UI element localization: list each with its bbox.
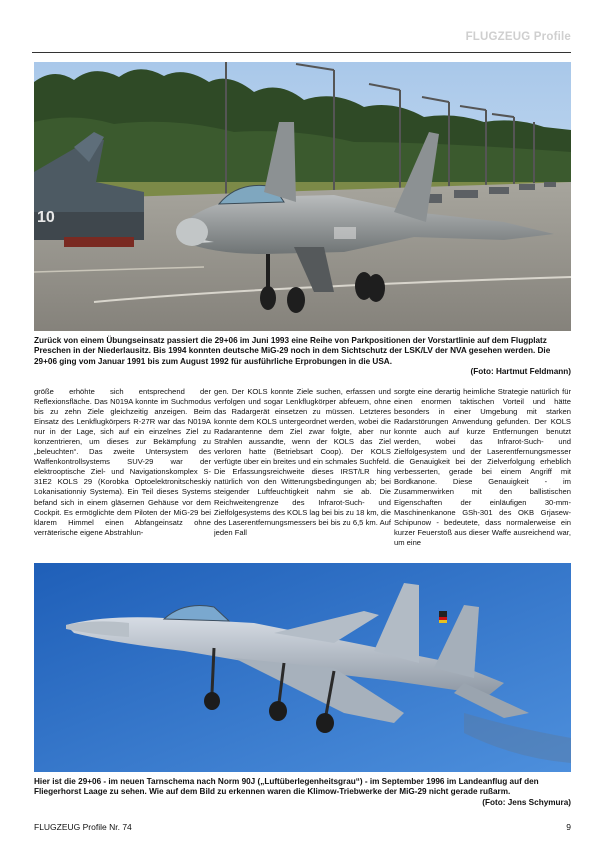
footer-publication: FLUGZEUG Profile Nr. 74 xyxy=(34,822,132,832)
photo-landing-mig29 xyxy=(34,563,571,772)
photo2-caption: Hier ist die 29+06 - im neuen Tarnschema nach Norm 90J („Luftüberlegenheitsgrau“) - im September 1996 im Landeanflug auf den Fliegerhorst Laage zu sehen. Wie auf dem Bild zu erkennen waren die Klimow-Triebwerke der MiG-29 nicht gerade rußarm. xyxy=(34,777,539,797)
photo1-caption-block xyxy=(34,336,571,378)
photo-taxiing-mig29 xyxy=(34,62,571,331)
photo2-credit: (Foto: Jens Schymura) xyxy=(482,797,571,807)
body-column-3-text: sorgte eine derartig heimliche Strategie natürlich für einen enormen taktischen Vorteil und hätte besonders in einer Umgebung mit starken Radarstörungen Anwendung gefunden. Der KOLS konnte auch auf kurze Entfernungen benutzt werden, wobei das Infrarot-Such- und Zielfolgesystem und der Laserentfernungsmesser die Genauigkeit bei der Zielverfolgung erheblich verbesserten, gerade bei einem Angriff mit Bordkanone. Diese Genauigkeit - im Zusammenwirken mit den ballistischen Eigenschaften der einläufigen 30-mm-Maschinenkanone GSh-301 des OKB Grjasew-Schipunow - bedeutete, dass normalerweise ein kurzer Feuerstoß aus dieser Waffe ausreichend war, um eine xyxy=(394,387,571,547)
body-text-columns xyxy=(34,387,571,557)
photo1-credit: (Foto: Hartmut Feldmann) xyxy=(470,367,571,377)
body-column-1-text: größe erhöhte sich entsprechend der Reflexionsfläche. Das N019A konnte im Suchmodus bis zu zehn Ziele gleichzeitig anzeigen. Beim Einsatz des Lenkflugkörpers R-27R war das N019A nur in der Lage, sich auf ein einzelnes Ziel zu konzentrieren, um dieses zur Bekämpfung zu „beleuchten“. Das zweite Untersystem des Waffenkontrollsystems SUV-29 war der elektrooptische Ziel- und Navigationskomplex S-31E2 KOLS 29 (Korobka Optoelektronitscheskiy Lokanisationniy Systema). Ein Teil dieses Systems befand sich in einem gläsernen Gehäuse vor dem Cockpit. Es ermöglichte dem Piloten der MiG-29 bei klarem Himmel einen Abfangeinsatz ohne verräterische eigene Abstrahlun- xyxy=(34,387,211,537)
body-column-2 xyxy=(214,387,391,557)
body-column-2-text: gen. Der KOLS konnte Ziele suchen, erfassen und verfolgen und sogar Lenkflugkörper abfeuern, ohne das Radargerät einsetzen zu müssen. Letzteres konnte dem KOLS untergeordnet werden, wobei die Radarantenne dem Ziel zwar folgte, aber nur Strahlen aussandte, wenn der KOLS das Ziel verloren hatte (Betriebsart Coop). Der KOLS verfügte über ein breites und ein schmales Suchfeld. Die Erfassungsreichweite dieses IRST/LR hing natürlich von den Witterungsbedingungen ab; bei steigender Luftfeuchtigkeit nahm sie ab. Die Reichweitengrenze des Infrarot-Such- und Zielfolgesystems des KOLS lag bei bis zu 18 km, die des Laserentfernungsmessers bei bis zu 6,5 km. Auf jeden Fall xyxy=(214,387,391,537)
header-rule xyxy=(32,52,571,53)
header-brand: FLUGZEUG Profile xyxy=(465,31,571,43)
parked-jet-number: 10 xyxy=(37,209,55,226)
body-column-3 xyxy=(394,387,571,557)
body-column-1 xyxy=(34,387,211,557)
photo1-caption: Zurück von einem Übungseinsatz passiert die 29+06 im Juni 1993 eine Reihe von Parkpositionen der Vorstartlinie auf dem Flugplatz Preschen in der Niederlausitz. Bis 1994 konnten deutsche MiG-29 noch in dem Sichtschutz der LSK/LV der NVA gesehen werden. Die 29+06 ging vom Januar 1991 bis zum August 1992 für ausführliche Erprobungen in die USA. xyxy=(34,336,551,366)
footer-page-number: 9 xyxy=(566,822,571,832)
photo2-caption-block xyxy=(34,777,571,808)
